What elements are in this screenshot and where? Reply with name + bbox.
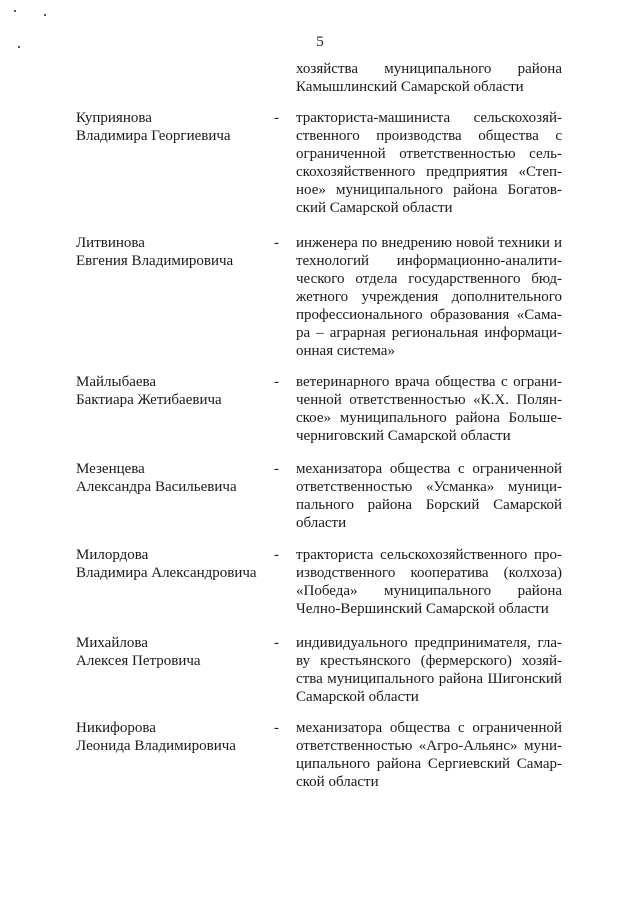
description-line: ветеринарного врача общества с ограни-	[296, 374, 562, 390]
description-line: черниговский Самарской области	[296, 428, 511, 444]
description-line: ченной ответственностью «К.Х. Полян-	[296, 392, 562, 408]
position-description	[296, 634, 562, 706]
description-line: ской области	[296, 774, 379, 790]
separator-dash: -	[274, 461, 279, 477]
description-line: пального района Борский Самарской	[296, 497, 562, 513]
description-line: Самарской области	[296, 689, 419, 705]
person-name	[76, 234, 266, 270]
description-line: жетного учреждения дополнительного	[296, 289, 562, 305]
scan-speck	[44, 14, 46, 16]
description-line: изводственного кооператива (колхоза)	[296, 565, 562, 581]
description-line: тракториста-машиниста сельскохозяй-	[296, 110, 562, 126]
description-line: ответственностью «Агро-Альянс» муни-	[296, 738, 562, 754]
continuation-description	[296, 60, 562, 96]
person-name	[76, 460, 266, 496]
surname: Литвинова	[76, 235, 145, 251]
description-line: хозяйства муниципального района	[296, 61, 562, 77]
given-names: Бактиара Жетибаевича	[76, 392, 222, 408]
separator-dash: -	[274, 720, 279, 736]
given-names: Алексея Петровича	[76, 653, 201, 669]
given-names: Александра Васильевича	[76, 479, 237, 495]
scan-speck	[14, 10, 16, 12]
surname: Мезенцева	[76, 461, 145, 477]
person-name	[76, 109, 266, 145]
description-line: ственного производства общества с	[296, 128, 562, 144]
page-number: 5	[316, 34, 324, 50]
description-line: Челно-Вершинский Самарской области	[296, 601, 549, 617]
given-names: Евгения Владимировича	[76, 253, 234, 269]
surname: Михайлова	[76, 635, 148, 651]
description-line: ский Самарской области	[296, 200, 453, 216]
description-line: механизатора общества с ограниченной	[296, 720, 562, 736]
description-line: ципального района Сергиевский Самар-	[296, 756, 562, 772]
description-line: ву крестьянского (фермерского) хозяй-	[296, 653, 562, 669]
surname: Никифорова	[76, 720, 156, 736]
description-line: скохозяйственного предприятия «Степ-	[296, 164, 562, 180]
person-name	[76, 634, 266, 670]
description-line: технологий информационно-аналити-	[296, 253, 562, 269]
surname: Милордова	[76, 547, 149, 563]
position-description	[296, 719, 562, 791]
description-line: ограниченной ответственностью сель-	[296, 146, 562, 162]
surname: Куприянова	[76, 110, 152, 126]
position-description	[296, 460, 562, 532]
given-names: Владимира Георгиевича	[76, 128, 231, 144]
description-line: ческого отдела государственного бюд-	[296, 271, 562, 287]
position-description	[296, 234, 562, 360]
description-line: ства муниципального района Шигонский	[296, 671, 562, 687]
description-line: Камышлинский Самарской области	[296, 79, 524, 95]
separator-dash: -	[274, 235, 279, 251]
description-line: механизатора общества с ограниченной	[296, 461, 562, 477]
surname: Майлыбаева	[76, 374, 157, 390]
position-description	[296, 546, 562, 618]
position-description	[296, 373, 562, 445]
description-line: индивидуального предпринимателя, гла-	[296, 635, 562, 651]
person-name	[76, 546, 266, 582]
position-description	[296, 109, 562, 217]
description-line: ра – аграрная региональная информаци-	[296, 325, 562, 341]
description-line: профессионального образования «Сама-	[296, 307, 562, 323]
given-names: Владимира Александровича	[76, 565, 257, 581]
separator-dash: -	[274, 374, 279, 390]
description-line: онная система»	[296, 343, 395, 359]
description-line: тракториста сельскохозяйственного про-	[296, 547, 562, 563]
description-line: инженера по внедрению новой техники и	[296, 235, 562, 251]
given-names: Леонида Владимировича	[76, 738, 236, 754]
description-line: ское» муниципального района Больше-	[296, 410, 562, 426]
person-name	[76, 719, 266, 755]
person-name	[76, 373, 266, 409]
description-line: ное» муниципального района Богатов-	[296, 182, 562, 198]
description-line: ответственностью «Усманка» муници-	[296, 479, 562, 495]
description-line: «Победа» муниципального района	[296, 583, 562, 599]
separator-dash: -	[274, 635, 279, 651]
separator-dash: -	[274, 547, 279, 563]
separator-dash: -	[274, 110, 279, 126]
description-line: области	[296, 515, 347, 531]
